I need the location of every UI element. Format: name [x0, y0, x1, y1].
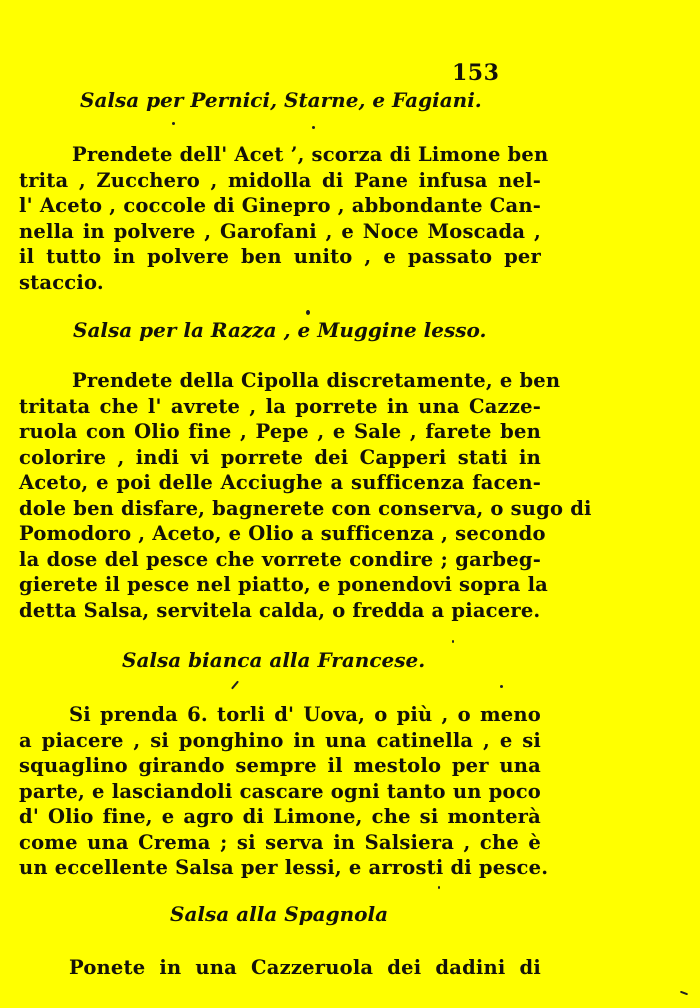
text-line: un eccellente Salsa per lessi, e arrosti di pesce.: [19, 856, 549, 879]
text-line: gierete il pesce nel piatto, e ponendovi sopra la: [19, 573, 549, 596]
text-line: come una Crema ; si serva in Salsiera , che è: [19, 830, 541, 854]
text-line: dole ben disfare, bagnerete con conserva, o sugo di: [19, 496, 592, 520]
text-line: Ponete in una Cazzeruola dei dadini di: [69, 956, 541, 979]
text-line: Prendete dell' Acet ’, scorza di Limone ben: [72, 143, 549, 166]
print-speck: [172, 122, 175, 125]
print-speck: [306, 310, 310, 315]
recipe-paragraph: [19, 142, 549, 295]
text-line: ruola con Olio fine , Pepe , e Sale , farete ben: [19, 420, 541, 443]
recipe-heading: Salsa per la Razza , e Muggine lesso.: [73, 318, 487, 342]
text-line: a piacere , si ponghino in una catinella , e si: [19, 728, 541, 752]
text-line: la dose del pesce che vorrete condire ; garbeg-: [19, 547, 541, 571]
text-line: l' Aceto , coccole di Ginepro , abbondante Can-: [19, 194, 541, 217]
text-line: squaglino girando sempre il mestolo per una: [19, 754, 541, 777]
print-speck: [452, 640, 454, 643]
recipe-heading: Salsa bianca alla Francese.: [122, 648, 426, 672]
text-line: d' Olio fine, e agro di Limone, che si monterà: [19, 805, 541, 828]
text-line: il tutto in polvere ben unito , e passato per: [19, 245, 541, 268]
text-line: Prendete della Cipolla discretamente, e ben: [72, 369, 561, 392]
text-line: parte, e lasciandoli cascare ogni tanto un poco: [19, 779, 541, 803]
text-line: trita , Zucchero , midolla di Pane infusa nel-: [19, 168, 541, 192]
recipe-heading: Salsa per Pernici, Starne, e Fagiani.: [80, 88, 482, 112]
text-line: Pomodoro , Aceto, e Olio a sufficenza , secondo: [19, 522, 546, 545]
text-line: staccio.: [19, 270, 104, 294]
recipe-paragraph: [19, 702, 549, 881]
text-line: Aceto, e poi delle Acciughe a sufficenza facen-: [19, 471, 541, 494]
text-line: detta Salsa, servitela calda, o fredda a piacere.: [19, 598, 541, 622]
recipe-paragraph: [19, 368, 592, 623]
print-speck: [312, 126, 315, 129]
print-speck: [680, 991, 688, 996]
print-speck: [500, 685, 503, 688]
text-line: colorire , indi vi porrete dei Capperi stati in: [19, 445, 541, 469]
recipe-heading: Salsa alla Spagnola: [170, 902, 389, 926]
text-line: nella in polvere , Garofani , e Noce Moscada ,: [19, 219, 541, 243]
page-number: 153: [452, 60, 500, 86]
recipe-paragraph: [19, 955, 541, 981]
print-speck: [438, 886, 440, 889]
text-line: Si prenda 6. torli d' Uova, o più , o meno: [69, 703, 541, 726]
print-speck: [231, 681, 239, 690]
text-line: tritata che l' avrete , la porrete in una Cazze-: [19, 394, 541, 418]
